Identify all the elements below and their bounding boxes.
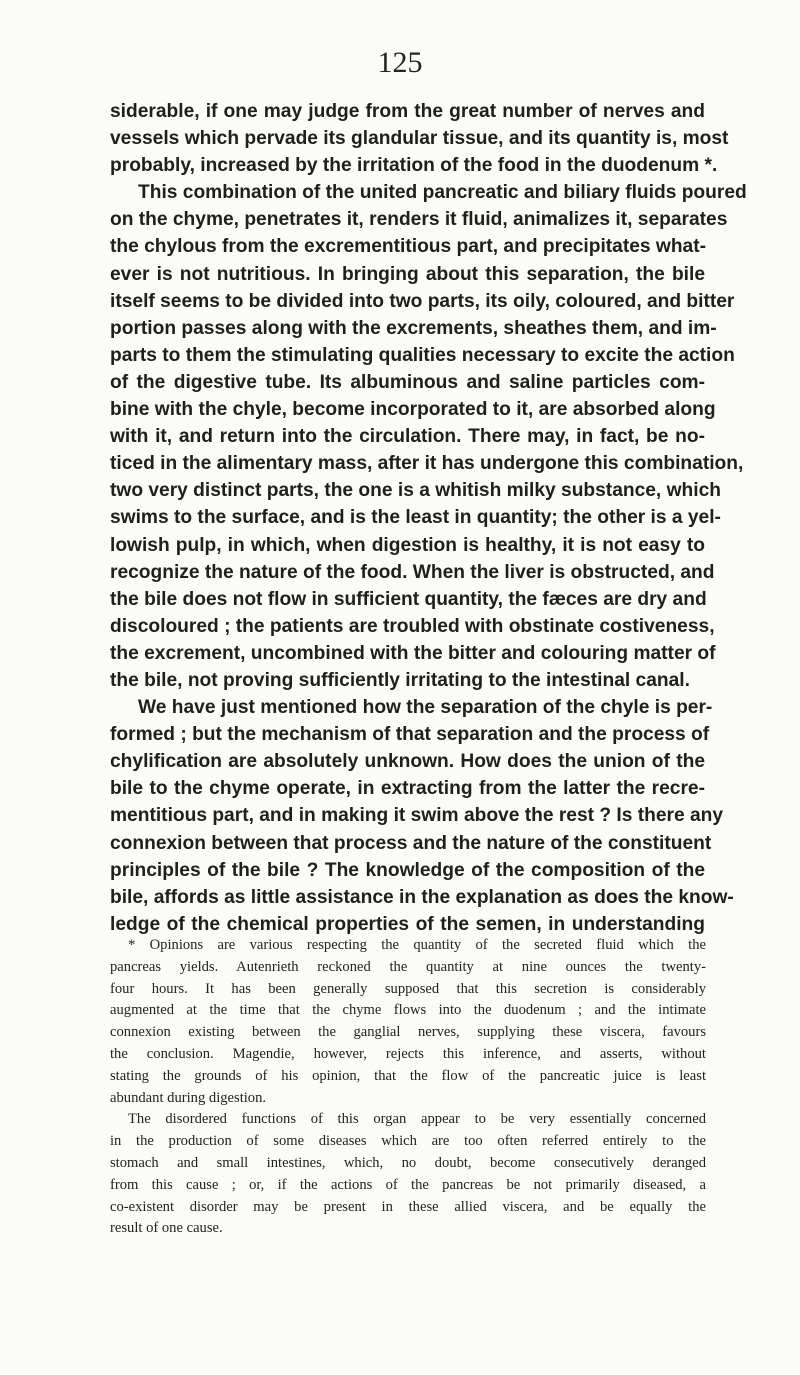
body-line: ever is not nutritious. In bringing about this separation, the bile	[110, 263, 705, 285]
footnote-line: result of one cause.	[110, 1220, 223, 1237]
body-line: bile to the chyme operate, in extracting from the latter the recre-	[110, 778, 705, 800]
body-line: of the digestive tube. Its albuminous and saline particles com-	[110, 371, 705, 393]
body-line: probably, increased by the irritation of the food in the duodenum *.	[110, 155, 718, 177]
body-line: We have just mentioned how the separation of the chyle is per-	[138, 697, 713, 719]
body-line: on the chyme, penetrates it, renders it fluid, animalizes it, separates	[110, 209, 728, 231]
footnote-line: The disordered functions of this organ appear to be very essentially concerned	[128, 1111, 706, 1128]
footnote-line: in the production of some diseases which are too often referred entirely to the	[110, 1133, 706, 1150]
footnote-line: co-existent disorder may be present in these allied viscera, and be equally the	[110, 1198, 706, 1215]
footnote-line: four hours. It has been generally supposed that this secretion is considerably	[110, 980, 706, 997]
body-line: This combination of the united pancreatic and biliary fluids poured	[138, 182, 747, 204]
footnote-line: the conclusion. Magendie, however, rejects this inference, and asserts, without	[110, 1045, 706, 1062]
body-line: siderable, if one may judge from the great number of nerves and	[110, 101, 705, 122]
body-line: with it, and return into the circulation. There may, in fact, be no-	[110, 426, 705, 448]
body-line: vessels which pervade its glandular tissue, and its quantity is, most	[110, 128, 729, 150]
body-line: mentitious part, and in making it swim above the rest ? Is there any	[110, 805, 724, 827]
body-line: the bile does not flow in sufficient quantity, the fæces are dry and	[110, 588, 707, 610]
body-line: lowish pulp, in which, when digestion is healthy, it is not easy to	[110, 534, 705, 556]
footnote-block	[110, 935, 706, 1240]
body-line: connexion between that process and the nature of the constituent	[110, 832, 712, 854]
body-line: portion passes along with the excrements, sheathes them, and im-	[110, 317, 717, 339]
body-text	[110, 98, 747, 938]
body-line: the chylous from the excrementitious part, and precipitates what-	[110, 236, 707, 258]
body-line: chylification are absolutely unknown. How does the union of the	[110, 751, 705, 773]
body-line: formed ; but the mechanism of that separation and the process of	[110, 724, 710, 746]
footnote-line: pancreas yields. Autenrieth reckoned the quantity at nine ounces the twenty-	[110, 958, 706, 975]
body-line: discoloured ; the patients are troubled with obstinate costiveness,	[110, 615, 715, 637]
body-line: bine with the chyle, become incorporated to it, are absorbed along	[110, 399, 716, 421]
footnote-line: stating the grounds of his opinion, that the flow of the pancreatic juice is least	[110, 1067, 706, 1084]
body-line: the bile, not proving sufficiently irritating to the intestinal canal.	[110, 669, 690, 691]
footnote-line: connexion existing between the ganglial nerves, supplying these viscera, favours	[110, 1024, 706, 1041]
body-line: parts to them the stimulating qualities necessary to excite the action	[110, 344, 735, 366]
body-line: ledge of the chemical properties of the semen, in understanding	[110, 913, 705, 935]
body-line: two very distinct parts, the one is a whitish milky substance, which	[110, 480, 721, 502]
body-line: swims to the surface, and is the least in quantity; the other is a yel-	[110, 507, 721, 529]
footnote-line: from this cause ; or, if the actions of the pancreas be not primarily diseased, a	[110, 1176, 706, 1193]
body-line: ticed in the alimentary mass, after it has undergone this combination,	[110, 453, 744, 475]
page-number: 125	[377, 46, 423, 79]
footnote-line: stomach and small intestines, which, no doubt, become consecutively deranged	[110, 1154, 706, 1171]
body-line: the excrement, uncombined with the bitter and colouring matter of	[110, 642, 716, 664]
body-line: bile, affords as little assistance in the explanation as does the know-	[110, 886, 734, 908]
body-line: principles of the bile ? The knowledge of the composition of the	[110, 859, 705, 881]
body-line: itself seems to be divided into two parts, its oily, coloured, and bitter	[110, 290, 735, 312]
footnote-line: * Opinions are various respecting the quantity of the secreted fluid which the	[128, 937, 706, 953]
footnote-line: abundant during digestion.	[110, 1089, 267, 1106]
body-line: recognize the nature of the food. When the liver is obstructed, and	[110, 561, 715, 583]
footnote-line: augmented at the time that the chyme flows into the duodenum ; and the intimate	[110, 1002, 706, 1019]
